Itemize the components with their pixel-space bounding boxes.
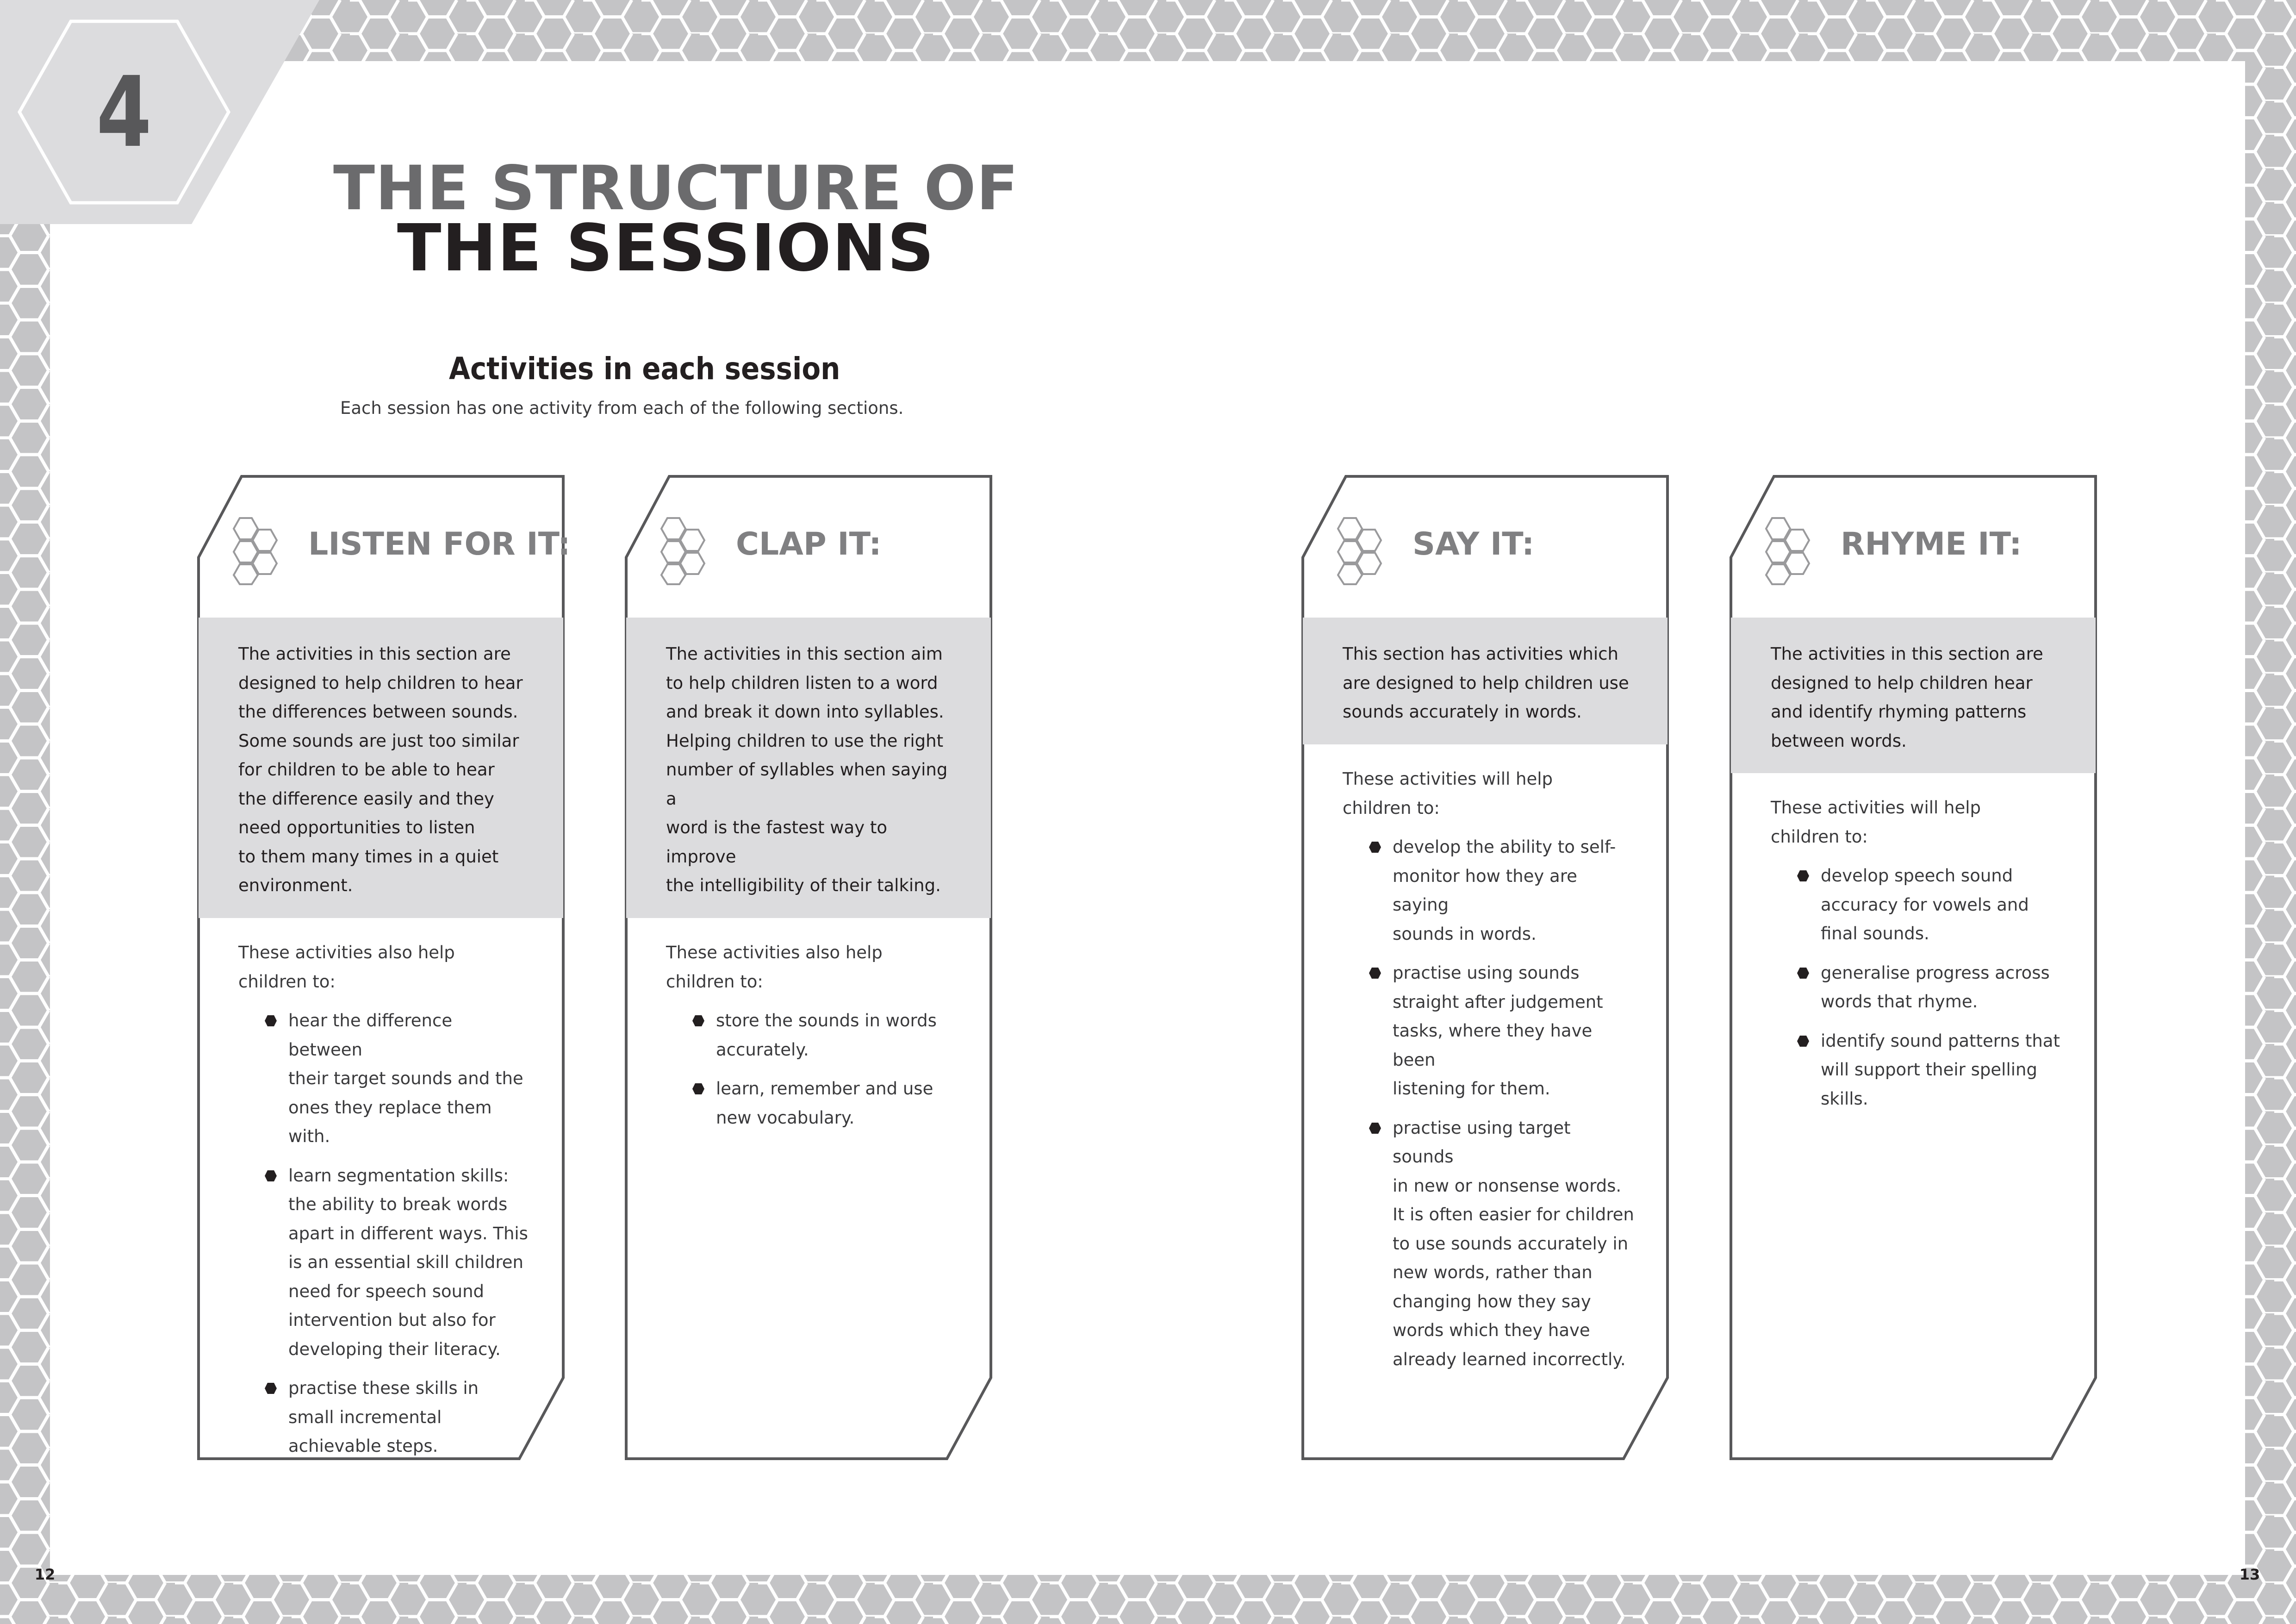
card-description-line: are designed to help children use [1343,673,1629,693]
section-subtitle: Activities in each session [449,351,840,387]
bullet-list [1771,862,2063,1113]
card-description-line: number of syllables when saying a [666,760,948,809]
bullet-line: accuracy for vowels and [1821,894,2029,915]
bullet-line: practise these skills in [288,1378,479,1398]
bullet-line: practise using sounds [1393,963,1580,983]
card-body-lead-line: children to: [666,971,763,992]
card-description-line: for children to be able to hear [238,760,495,780]
activity-card-listen-for-it [197,475,571,1460]
bullet-item [288,1374,531,1461]
card-description-line: need opportunities to listen [238,818,475,837]
bullet-line: develop the ability to self- [1393,837,1616,857]
hexagon-cluster-icon [230,516,291,585]
card-description [1731,618,2096,773]
hexagon-bullet-icon [1369,841,1381,853]
bullet-list [1343,833,1635,1374]
hexagon-bullet-icon [264,1382,277,1394]
card-body-lead-line: children to: [1343,798,1440,818]
bullet-line: tasks, where they have been [1393,1021,1593,1070]
bullet-line: apart in different ways. This [288,1223,528,1243]
card-description-line: to them many times in a quiet [238,846,499,867]
bullet-line: the ability to break words [288,1194,508,1214]
card-description [626,618,991,918]
card-title: LISTEN FOR IT: [308,526,571,562]
bullet-line: new vocabulary. [716,1107,855,1128]
bullet-item [1821,862,2063,949]
card-title: CLAP IT: [736,526,882,562]
bullet-line: listening for them. [1393,1079,1550,1099]
card-description-line: and break it down into syllables. [666,702,944,722]
bullet-line: in new or nonsense words. [1393,1175,1622,1196]
chapter-number: 4 [96,55,152,169]
card-title: RHYME IT: [1841,526,2022,562]
card-description-line: environment. [238,875,353,895]
bullet-line: practise using target sounds [1393,1118,1571,1167]
hexagon-bullet-icon [692,1083,705,1095]
card-body-lead-line: These activities also help [666,943,883,962]
bullet-line: learn segmentation skills: [288,1165,509,1186]
card-description-line: The activities in this section are [1771,644,2043,664]
card-body-lead [666,938,958,996]
card-body-lead-line: These activities will help [1771,798,1981,818]
hexagon-bullet-icon [264,1015,277,1027]
bullet-line: final sounds. [1821,924,1929,943]
bullet-line: monitor how they are saying [1393,866,1577,915]
page-title-line-2: THE SESSIONS [397,211,935,286]
bullet-line: learn, remember and use [716,1079,933,1099]
card-description-line: the intelligibility of their talking. [666,875,941,895]
card-body-lead-line: These activities will help [1343,769,1553,789]
bullet-line: straight after judgement [1393,992,1603,1012]
card-description-line: The activities in this section are [238,644,511,664]
card-description-line: to help children listen to a word [666,673,938,693]
bullet-line: to use sounds accurately in [1393,1233,1629,1254]
hexagon-cluster-icon [1763,516,1823,585]
bullet-line: store the sounds in words [716,1011,937,1031]
hexagon-bullet-icon [1369,967,1381,979]
bullet-line: changing how they say [1393,1291,1591,1312]
bullet-line: generalise progress across [1821,962,2050,983]
card-title: SAY IT: [1412,526,1535,562]
bullet-line: skills. [1821,1088,1868,1109]
bullet-line: intervention but also for [288,1310,496,1330]
bullet-item [288,1162,531,1364]
hexagon-bullet-icon [1797,870,1810,882]
bullet-item [288,1006,531,1151]
bullet-line: identify sound patterns that [1821,1031,2060,1051]
page-number-right: 13 [2239,1566,2260,1583]
bullet-line: sounds in words. [1393,924,1537,944]
hexagon-bullet-icon [1797,1035,1810,1047]
card-description-line: The activities in this section aim [666,644,943,664]
card-body [1303,744,1668,1384]
card-description-line: This section has activities which [1343,644,1618,664]
activity-card-clap-it [625,475,992,1460]
card-description-line: sounds accurately in words. [1343,702,1582,722]
bullet-line: will support their spelling [1821,1060,2037,1080]
bullet-item [716,1074,958,1132]
page-title-line-1: THE STRUCTURE OF [333,153,1019,224]
card-description-line: the difference easily and they [238,788,494,809]
hexagon-bullet-icon [1369,1122,1381,1134]
bullet-item [1393,833,1635,949]
card-body [626,918,991,1143]
card-body-lead-line: These activities also help [238,943,455,962]
bullet-line: new words, rather than [1393,1262,1593,1282]
bullet-line: their target sounds and the [288,1068,523,1088]
card-body-lead-line: children to: [1771,826,1868,847]
bullet-line: already learned incorrectly. [1393,1349,1626,1369]
bullet-line: small incremental [288,1407,442,1427]
bullet-item [1393,1114,1635,1374]
card-body [199,918,563,1471]
card-description [199,618,563,918]
bullet-line: achievable steps. [288,1436,438,1456]
bullet-item [1821,1027,2063,1114]
hexagon-bullet-icon [692,1015,705,1027]
bullet-line: hear the difference between [288,1011,453,1060]
bullet-item [1821,959,2063,1017]
bullet-line: words that rhyme. [1821,992,1978,1012]
bullet-item [716,1006,958,1064]
card-body [1731,773,2096,1124]
bullet-line: developing their literacy. [288,1339,501,1359]
bullet-line: develop speech sound [1821,866,2013,886]
bullet-line: need for speech sound [288,1281,485,1301]
hexagon-cluster-icon [658,516,718,585]
card-description [1303,618,1668,744]
activity-card-rhyme-it [1730,475,2097,1460]
card-description-line: Some sounds are just too similar [238,731,519,751]
bullet-item [1393,959,1635,1104]
card-description-line: word is the fastest way to improve [666,818,888,867]
bullet-line: It is often easier for children [1393,1205,1634,1224]
card-description-line: and identify rhyming patterns [1771,702,2027,722]
card-description-line: between words. [1771,731,1907,751]
intro-text: Each session has one activity from each of the following sections. [340,398,904,418]
card-description-line: the differences between sounds. [238,702,518,722]
bullet-line: accurately. [716,1039,809,1060]
card-description-line: designed to help children to hear [238,673,523,693]
card-body-lead [1771,793,2063,851]
card-description-line: designed to help children hear [1771,673,2033,693]
card-body-lead [238,938,531,996]
hexagon-bullet-icon [1797,967,1810,979]
card-description-line: Helping children to use the right [666,731,944,751]
hexagon-bullet-icon [264,1170,277,1182]
bullet-list [666,1006,958,1132]
hexagon-cluster-icon [1335,516,1395,585]
bullet-line: words which they have [1393,1320,1590,1340]
bullet-line: ones they replace them with. [288,1097,492,1146]
activity-card-say-it [1301,475,1669,1460]
bullet-line: is an essential skill children [288,1252,523,1272]
page-number-left: 12 [34,1566,56,1583]
card-body-lead [1343,765,1635,823]
card-body-lead-line: children to: [238,971,336,992]
bullet-list [238,1006,531,1461]
